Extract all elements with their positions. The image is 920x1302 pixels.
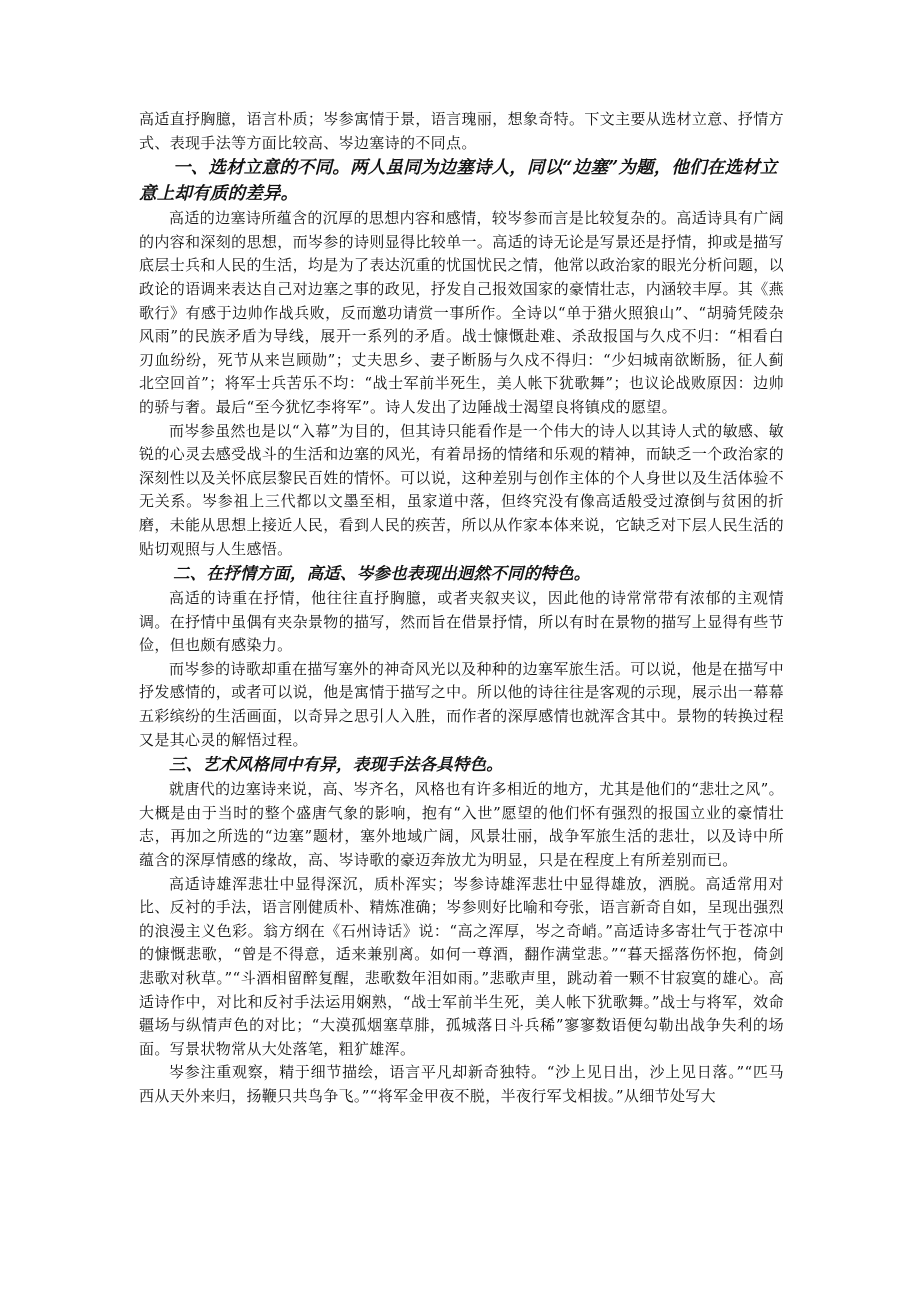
paragraph-3: 高适的诗重在抒情，他往往直抒胸臆，或者夹叙夹议，因此他的诗常常带有浓郁的主观情调。在抒情中虽偶有夹杂景物的描写，然而旨在借景抒情，所以有时在景物的描写上显得有些节俭，但也颇有感染力。: [139, 589, 784, 655]
paragraph-7: 岑参注重观察，精于细节描绘，语言平凡却新奇独特。“沙上见日出，沙上见日落。”“匹马西从天外来归，扬鞭只共鸟争飞。”“将军金甲夜不脱，半夜行军戈相拔。”从细节处写大: [139, 1063, 784, 1105]
paragraph-1: 高适的边塞诗所蕴含的沉厚的思想内容和感情，较岑参而言是比较复杂的。高适诗具有广阔的内容和深刻的思想，而岑参的诗则显得比较单一。高适的诗无论是写景还是抒情，抑或是描写底层士兵和人民的生活，均是为了表达沉重的忧国忧民之情，他常以政治家的眼光分析问题，以政论的语调来表达自己对边塞之事的政见，抒发自己报效国家的豪情壮志，内涵较丰厚。其《燕歌行》有感于边帅作战兵败，反而邀功请赏一事所作。全诗以“单于猎火照狼山”、“胡骑凭陵杂风雨”的民族矛盾为导线，展开一系列的矛盾。战士慷慨赴难、杀敌报国与久戍不归：“相看白刃血纷纷，死节从来岂顾勋”；丈夫思乡、妻子断肠与久戍不得归：“少妇城南欲断肠，征人蓟北空回首”；将军士兵苦乐不均：“战士军前半死生，美人帐下犹歌舞”；也议论战败原因：边帅的骄与奢。最后“至今犹忆李将军”。诗人发出了边陲战士渴望良将镇戍的愿望。: [139, 209, 784, 416]
paragraph-5: 就唐代的边塞诗来说，高、岑齐名，风格也有许多相近的地方，尤其是他们的“悲壮之风”。大概是由于当时的整个盛唐气象的影响，抱有“入世”愿望的他们怀有强烈的报国立业的豪情壮志，再加之所选的“边塞”题材，塞外地域广阔，风景壮丽，战争军旅生活的悲壮，以及诗中所蕴含的深厚情感的缘故，高、岑诗歌的豪迈奔放尤为明显，只是在程度上有所差别而已。: [139, 780, 784, 870]
paragraph-6: 高适诗雄浑悲壮中显得深沉，质朴浑实；岑参诗雄浑悲壮中显得雄放，洒脱。高适常用对比、反衬的手法，语言刚健质朴、精炼准确；岑参则好比喻和夸张，语言新奇自如，呈现出强烈的浪漫主义色彩。翁方纲在《石州诗话》说：“高之浑厚，岑之奇峭。”高适诗多寄壮气于苍凉中的慷慨悲歌，“曾是不得意，适来兼别离。如何一尊酒，翻作满堂悲。”“暮天摇落伤怀抱，倚剑悲歌对秋草。”“斗酒相留醉复醒，悲歌数年泪如雨。”悲歌声里，跳动着一颗不甘寂寞的雄心。高适诗作中，对比和反衬手法运用娴熟，“战士军前半生死，美人帐下犹歌舞。”战士与将军，效命疆场与纵情声色的对比；“大漠孤烟塞草腓，孤城落日斗兵稀”寥寥数语便勾勒出战争失利的场面。写景状物常从大处落笔，粗犷雄浑。: [139, 874, 784, 1058]
section-heading-3: 三、艺术风格同中有异，表现手法各具特色。: [169, 755, 503, 775]
paragraph-4: 而岑参的诗歌却重在描写塞外的神奇风光以及种种的边塞军旅生活。可以说，他是在描写中抒发感情的，或者可以说，他是寓情于描写之中。所以他的诗往往是客观的示现，展示出一幕幕五彩缤纷的生活画面，以奇异之思引人入胜，而作者的深厚感情也就浑含其中。景物的转换过程又是其心灵的解悟过程。: [139, 659, 784, 749]
paragraph-2: 而岑参虽然也是以“入幕”为目的，但其诗只能看作是一个伟大的诗人以其诗人式的敏感、敏锐的心灵去感受战斗的生活和边塞的风光，有着昂扬的情绪和乐观的精神，而缺乏一个政治家的深刻性以及关怀底层黎民百姓的情怀。可以说，这种差别与创作主体的个人身世以及生活体验不无关系。岑参祖上三代都以文墨至相，虽家道中落，但终究没有像高适般受过潦倒与贫困的折磨，未能从思想上接近人民，看到人民的疾苦，所以从作家本体来说，它缺乏对下层人民生活的贴切观照与人生感悟。: [139, 421, 784, 558]
intro-paragraph: 高适直抒胸臆，语言朴质；岑参寓情于景，语言瑰丽，想象奇特。下文主要从选材立意、抒情方式、表现手法等方面比较高、岑边塞诗的不同点。: [139, 110, 784, 152]
document-page: [139, 108, 784, 1109]
section-heading-2: 二、在抒情方面，高适、岑参也表现出迥然不同的特色。: [173, 564, 591, 584]
section-heading-1: 一、选材立意的不同。两人虽同为边塞诗人，同以“边塞”为题，他们在选材立意上却有质的差异。: [139, 158, 778, 205]
